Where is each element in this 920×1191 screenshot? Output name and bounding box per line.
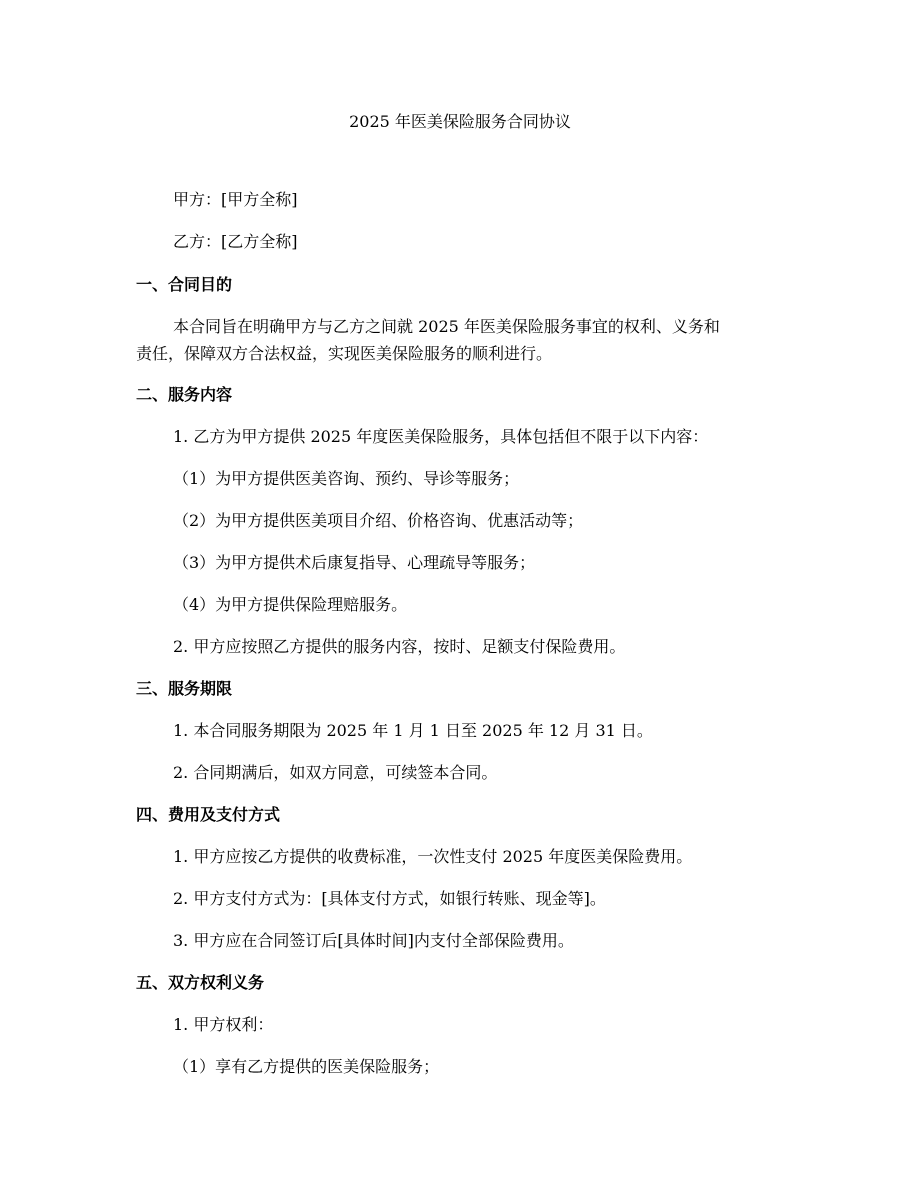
paragraph-line: 2. 甲方支付方式为：[具体支付方式，如银行转账、现金等]。	[173, 889, 606, 908]
paragraph-line: （3）为甲方提供术后康复指导、心理疏导等服务；	[173, 553, 536, 572]
paragraph-line: 责任，保障双方合法权益，实现医美保险服务的顺利进行。	[136, 344, 553, 363]
party-b-line: 乙方：[乙方全称]	[173, 232, 298, 251]
section-heading-service-content: 二、服务内容	[136, 385, 233, 404]
paragraph-line: 2. 合同期满后，如双方同意，可续签本合同。	[173, 763, 498, 782]
party-a-line: 甲方：[甲方全称]	[173, 190, 298, 209]
paragraph-line: 3. 甲方应在合同签订后[具体时间]内支付全部保险费用。	[173, 931, 574, 950]
paragraph-line: 2. 甲方应按照乙方提供的服务内容，按时、足额支付保险费用。	[173, 637, 626, 656]
paragraph-line: 1. 甲方权利：	[173, 1015, 274, 1034]
document-title: 2025 年医美保险服务合同协议	[349, 112, 571, 131]
paragraph-line: （2）为甲方提供医美项目介绍、价格咨询、优惠活动等；	[173, 511, 584, 530]
paragraph-line: 1. 甲方应按乙方提供的收费标准，一次性支付 2025 年度医美保险费用。	[173, 847, 693, 866]
paragraph-line: （4）为甲方提供保险理赔服务。	[173, 595, 408, 614]
paragraph-line: （1）为甲方提供医美咨询、预约、导诊等服务；	[173, 469, 520, 488]
section-heading-purpose: 一、合同目的	[136, 275, 233, 294]
paragraph-line: 本合同旨在明确甲方与乙方之间就 2025 年医美保险服务事宜的权利、义务和	[173, 317, 720, 336]
section-heading-rights-obligations: 五、双方权利义务	[136, 973, 265, 992]
paragraph-line: 1. 乙方为甲方提供 2025 年度医美保险服务，具体包括但不限于以下内容：	[173, 427, 709, 446]
paragraph-line: 1. 本合同服务期限为 2025 年 1 月 1 日至 2025 年 12 月 31 日。	[173, 721, 653, 740]
section-heading-fees-payment: 四、费用及支付方式	[136, 805, 281, 824]
paragraph-line: （1）享有乙方提供的医美保险服务；	[173, 1057, 440, 1076]
section-heading-service-term: 三、服务期限	[136, 679, 233, 698]
